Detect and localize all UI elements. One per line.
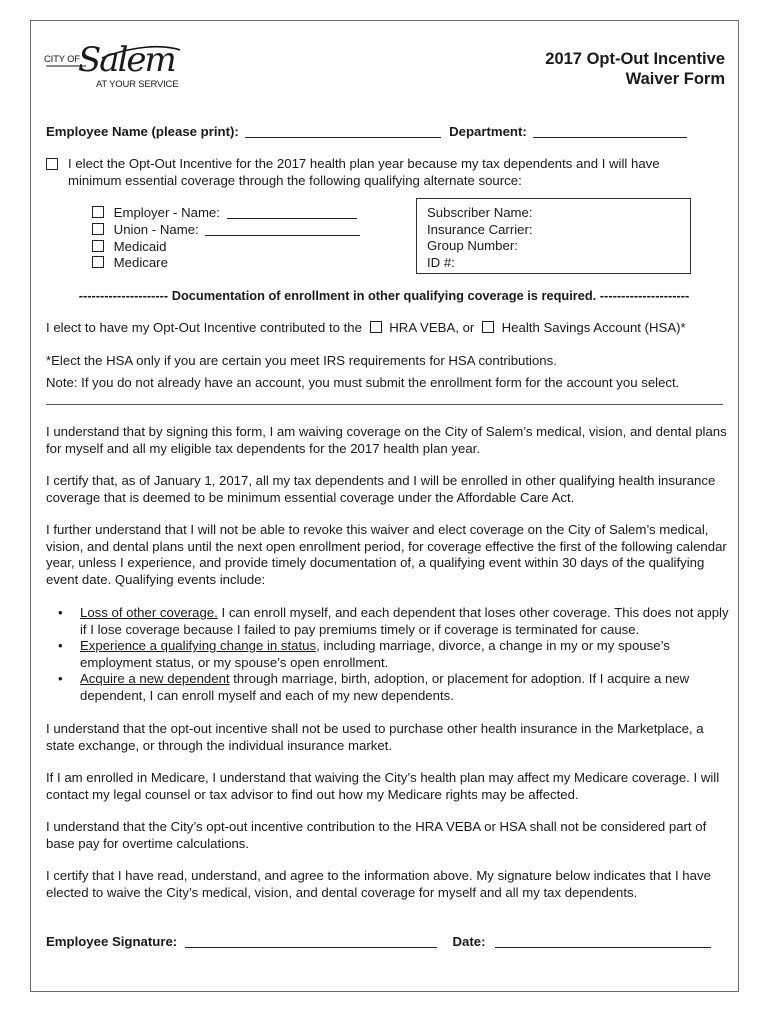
title-line-2: Waiver Form [625, 70, 725, 88]
medicaid-checkbox[interactable] [92, 240, 104, 252]
union-checkbox[interactable] [92, 223, 104, 235]
subscriber-name-label: Subscriber Name: [427, 205, 533, 220]
medicaid-label: Medicaid [113, 238, 167, 254]
source-employer [92, 205, 360, 222]
event-item-status-change: • Experience a qualifying change in status, including marriage, divorce, a change in my or my spouse’s employment status, or my spouse’s open enrollment. [58, 638, 670, 670]
account-note: Note: If you do not already have an account, you must submit the enrollment form for the account you select. [46, 375, 680, 390]
contribution-row [46, 320, 686, 336]
signature-label: Employee Signature: [46, 934, 178, 949]
union-label: Union - Name: [113, 221, 199, 237]
signature-row [46, 934, 711, 950]
event-item-loss-coverage: • Loss of other coverage. I can enroll myself, and each dependent that loses other coverage. This does not apply if I lose coverage because I failed to pay premiums timely or if coverage is terminated for cause. [58, 605, 729, 637]
employer-name-field[interactable] [227, 206, 357, 219]
subscriber-info-box[interactable] [416, 198, 691, 274]
elect-line-1: I elect the Opt-Out Incentive for the 2017 health plan year because my tax dependents and I will have [68, 156, 660, 171]
source-union [92, 222, 360, 239]
date-label: Date: [452, 934, 486, 949]
employee-info-row [46, 124, 687, 140]
paragraph-marketplace: I understand that the opt-out incentive shall not be used to purchase other health insurance in the Marketplace, a state exchange, or through the individual insurance market. [46, 721, 704, 753]
insurance-carrier-label: Insurance Carrier: [427, 221, 533, 237]
paragraph-overtime: I understand that the City’s opt-out incentive contribution to the HRA VEBA or HSA shall not be considered part of base pay for overtime calculations. [46, 819, 707, 851]
source-medicare [92, 255, 360, 272]
employee-name-label: Employee Name (please print): [46, 124, 239, 139]
hsa-checkbox[interactable] [482, 321, 494, 333]
title-line-1: 2017 Opt-Out Incentive [545, 50, 725, 68]
city-logo [42, 40, 192, 96]
paragraph-certify-coverage: I certify that, as of January 1, 2017, all my tax dependents and I will be enrolled in other qualifying health insurance coverage that is deemed to be minimum essential coverage under the Affordable Care Act. [46, 473, 716, 505]
section-divider [46, 404, 723, 405]
elect-line-2: minimum essential coverage through the following qualifying alternate source: [68, 172, 522, 188]
employer-checkbox[interactable] [92, 206, 104, 218]
paragraph-waiving: I understand that by signing this form, I am waiving coverage on the City of Salem’s medical, vision, and dental plans for myself and all my eligible tax dependents for the 2017 health plan year. [46, 424, 727, 456]
date-field[interactable] [495, 935, 711, 948]
documentation-notice: --------------------- Documentation of enrollment in other qualifying coverage is required. --------------------- [78, 288, 690, 303]
logo-tagline: AT YOUR SERVICE [96, 79, 179, 90]
contribution-prefix: I elect to have my Opt-Out Incentive contributed to the [46, 320, 362, 335]
event-item-new-dependent: • Acquire a new dependent through marriage, birth, adoption, or placement for adoption. If I acquire a new dependent, I can enroll myself and each of my new dependents. [58, 671, 690, 703]
employee-name-field[interactable] [245, 125, 441, 138]
group-number-label: Group Number: [427, 238, 518, 253]
paragraph-medicare: If I am enrolled in Medicare, I understand that waiving the City’s health plan may affect my Medicare coverage. I will contact my legal counsel or tax advisor to find out how my Medicare rights may be affected. [46, 770, 720, 802]
union-name-field[interactable] [205, 223, 360, 236]
department-field[interactable] [533, 125, 687, 138]
medicare-checkbox[interactable] [92, 256, 104, 268]
paragraph-revoke: I further understand that I will not be able to revoke this waiver and elect coverage on the City of Salem’s medical, vision, and dental plans until the next open enrollment period, for coverage effective the first of the following calendar year, unless I experience, and provide timely documentation of, a qualifying event within 30 days of the qualifying event date. Qualifying events include: [46, 522, 727, 587]
department-label: Department: [449, 124, 527, 139]
hsa-note: *Elect the HSA only if you are certain you meet IRS requirements for HSA contributions. [46, 353, 557, 368]
paragraph-certify-read: I certify that I have read, understand, and agree to the information above. My signature below indicates that I have elected to waive the City’s medical, vision, and dental coverage for myself and all my tax dependents. [46, 868, 711, 900]
elect-opt-out-checkbox[interactable] [46, 158, 58, 170]
logo-salem: Salem [78, 40, 175, 80]
id-label: ID #: [427, 254, 455, 270]
source-medicaid [92, 239, 360, 256]
signature-field[interactable] [185, 935, 437, 948]
elect-opt-out-row [46, 156, 736, 189]
hsa-label: Health Savings Account (HSA)* [501, 320, 686, 335]
hra-veba-label: HRA VEBA, or [389, 320, 475, 335]
alternate-source-list [92, 205, 360, 272]
employer-label: Employer - Name: [113, 205, 220, 220]
qualifying-events-list [46, 605, 730, 704]
page-title [545, 49, 725, 89]
medicare-label: Medicare [113, 255, 168, 271]
hra-veba-checkbox[interactable] [370, 321, 382, 333]
logo-city-of: CITY OF [44, 54, 80, 65]
